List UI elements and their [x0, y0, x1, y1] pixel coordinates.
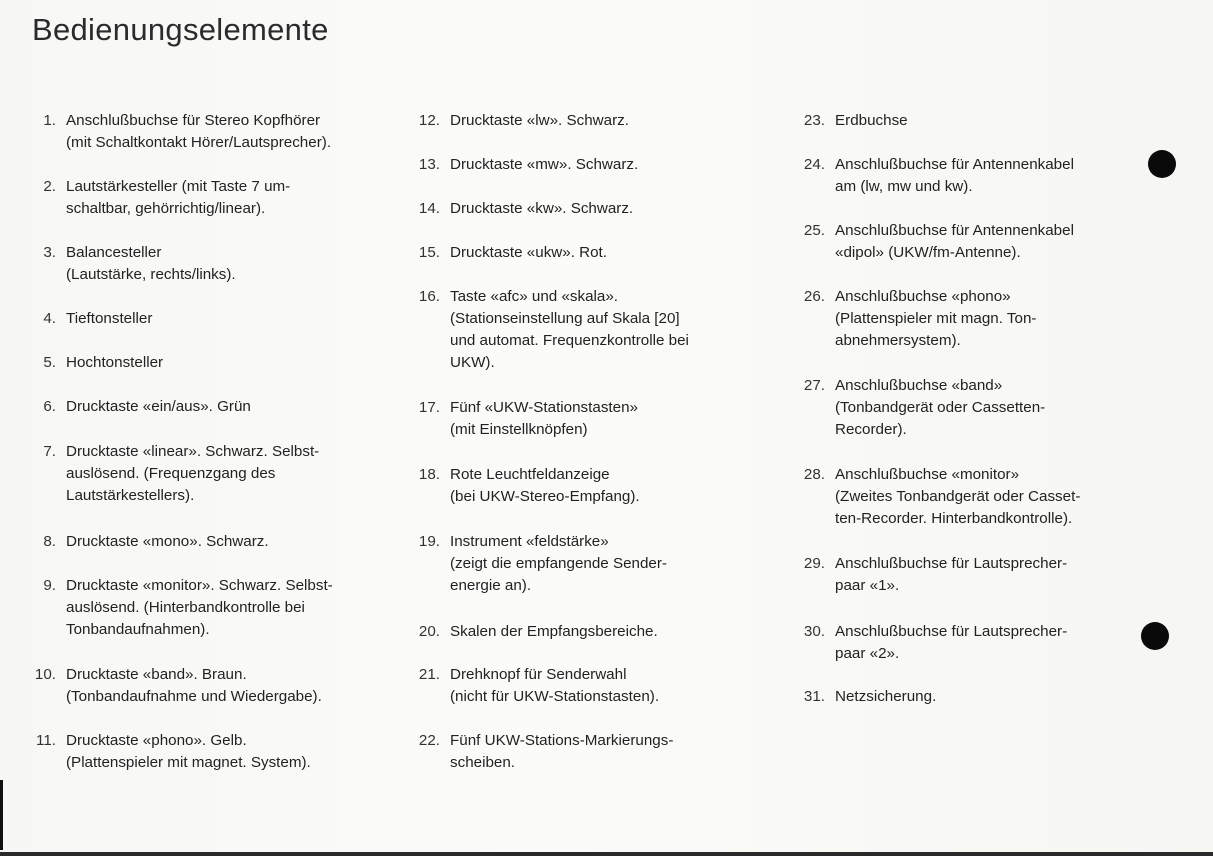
list-item	[795, 154, 1074, 198]
item-number: 2.	[43, 178, 56, 195]
list-item	[30, 352, 163, 374]
list-item	[410, 110, 629, 132]
list-item	[30, 531, 269, 553]
item-text: Instrument «feldstärke» (zeigt die empfangende Sender- energie an).	[450, 533, 667, 594]
item-number: 23.	[803, 112, 825, 129]
item-text: Anschlußbuchse «phono» (Plattenspieler mit magn. Ton- abnehmersystem).	[835, 288, 1037, 349]
item-text: Anschlußbuchse «band» (Tonbandgerät oder Cassetten- Recorder).	[835, 377, 1046, 438]
item-number: 15.	[418, 244, 440, 261]
item-number: 1.	[43, 112, 56, 129]
item-text: Drucktaste «ein/aus». Grün	[66, 398, 251, 415]
item-text: Taste «afc» und «skala». (Stationseinstellung auf Skala [20] und automat. Frequenzkontrolle bei UKW).	[450, 288, 689, 371]
item-number: 17.	[418, 399, 440, 416]
item-number: 20.	[418, 623, 440, 640]
item-number: 5.	[43, 354, 56, 371]
item-number: 25.	[803, 222, 825, 239]
item-text: Netzsicherung.	[835, 688, 937, 705]
list-item	[30, 664, 322, 708]
item-text: Tieftonsteller	[66, 310, 153, 327]
list-item	[30, 110, 331, 154]
list-item	[30, 730, 311, 774]
item-number: 26.	[803, 288, 825, 305]
item-text: Drucktaste «band». Braun. (Tonbandaufnahme und Wiedergabe).	[66, 666, 322, 705]
item-text: Balancesteller (Lautstärke, rechts/links).	[66, 244, 236, 283]
list-item	[795, 375, 1045, 441]
item-number: 22.	[418, 732, 440, 749]
item-number: 13.	[418, 156, 440, 173]
item-text: Rote Leuchtfeldanzeige (bei UKW-Stereo-Empfang).	[450, 466, 640, 505]
list-item	[30, 441, 319, 507]
item-text: Drucktaste «mono». Schwarz.	[66, 533, 269, 550]
item-number: 28.	[803, 466, 825, 483]
item-text: Drucktaste «monitor». Schwarz. Selbst- auslösend. (Hinterbandkontrolle bei Tonbandaufnahmen).	[66, 577, 333, 638]
list-item	[410, 397, 638, 441]
item-number: 21.	[418, 666, 440, 683]
item-text: Fünf «UKW-Stationstasten» (mit Einstellknöpfen)	[450, 399, 638, 438]
list-item	[410, 198, 633, 220]
list-item	[410, 621, 658, 643]
item-text: Skalen der Empfangsbereiche.	[450, 623, 658, 640]
item-text: Drehknopf für Senderwahl (nicht für UKW-Stationstasten).	[450, 666, 660, 705]
item-text: Anschlußbuchse für Antennenkabel am (lw, mw und kw).	[835, 156, 1074, 195]
item-text: Drucktaste «linear». Schwarz. Selbst- auslösend. (Frequenzgang des Lautstärkestellers).	[66, 443, 320, 504]
item-text: Drucktaste «lw». Schwarz.	[450, 112, 629, 129]
binder-hole-top	[1148, 150, 1176, 178]
list-item	[410, 730, 673, 774]
item-number: 30.	[803, 623, 825, 640]
list-item	[410, 531, 667, 597]
item-number: 6.	[43, 398, 56, 415]
item-number: 24.	[803, 156, 825, 173]
list-item	[410, 286, 689, 374]
item-number: 8.	[43, 533, 56, 550]
list-item	[410, 464, 640, 508]
item-text: Fünf UKW-Stations-Markierungs- scheiben.	[450, 732, 674, 771]
list-item	[410, 664, 659, 708]
page-title: Bedienungselemente	[32, 12, 329, 47]
item-text: Drucktaste «mw». Schwarz.	[450, 156, 639, 173]
list-item	[795, 686, 936, 708]
item-number: 14.	[418, 200, 440, 217]
item-text: Hochtonsteller	[66, 354, 164, 371]
list-item	[795, 110, 908, 132]
item-text: Anschlußbuchse für Antennenkabel «dipol» (UKW/fm-Antenne).	[835, 222, 1074, 261]
page-edge-left	[0, 780, 3, 850]
item-number: 29.	[803, 555, 825, 572]
list-item	[795, 464, 1080, 530]
item-text: Drucktaste «ukw». Rot.	[450, 244, 607, 261]
item-text: Anschlußbuchse für Lautsprecher- paar «2».	[835, 623, 1068, 662]
list-item	[30, 242, 236, 286]
list-item	[30, 176, 290, 220]
item-number: 10.	[34, 666, 56, 683]
item-number: 19.	[418, 533, 440, 550]
item-number: 11.	[36, 732, 56, 749]
item-number: 12.	[418, 112, 440, 129]
binder-hole-bottom	[1141, 622, 1169, 650]
item-number: 3.	[43, 244, 56, 261]
item-number: 4.	[43, 310, 56, 327]
item-text: Anschlußbuchse «monitor» (Zweites Tonbandgerät oder Casset- ten-Recorder. Hinterbandkontrolle).	[835, 466, 1081, 527]
list-item	[410, 154, 638, 176]
page-edge-bottom	[0, 852, 1213, 856]
item-text: Anschlußbuchse für Stereo Kopfhörer (mit Schaltkontakt Hörer/Lautsprecher).	[66, 112, 332, 151]
item-number: 9.	[43, 577, 56, 594]
list-item	[795, 621, 1067, 665]
list-item	[30, 396, 251, 418]
list-item	[30, 575, 333, 641]
item-number: 7.	[43, 443, 56, 460]
item-text: Drucktaste «kw». Schwarz.	[450, 200, 634, 217]
list-item	[410, 242, 607, 264]
item-text: Lautstärkesteller (mit Taste 7 um- schaltbar, gehörrichtig/linear).	[66, 178, 291, 217]
item-number: 31.	[803, 688, 825, 705]
item-text: Erdbuchse	[835, 112, 908, 129]
list-item	[30, 308, 152, 330]
list-item	[795, 553, 1067, 597]
item-text: Drucktaste «phono». Gelb. (Plattenspieler mit magnet. System).	[66, 732, 311, 771]
item-number: 27.	[803, 377, 825, 394]
item-text: Anschlußbuchse für Lautsprecher- paar «1».	[835, 555, 1068, 594]
list-item	[795, 220, 1074, 264]
item-number: 18.	[418, 466, 440, 483]
list-item	[795, 286, 1036, 352]
item-number: 16.	[418, 288, 440, 305]
